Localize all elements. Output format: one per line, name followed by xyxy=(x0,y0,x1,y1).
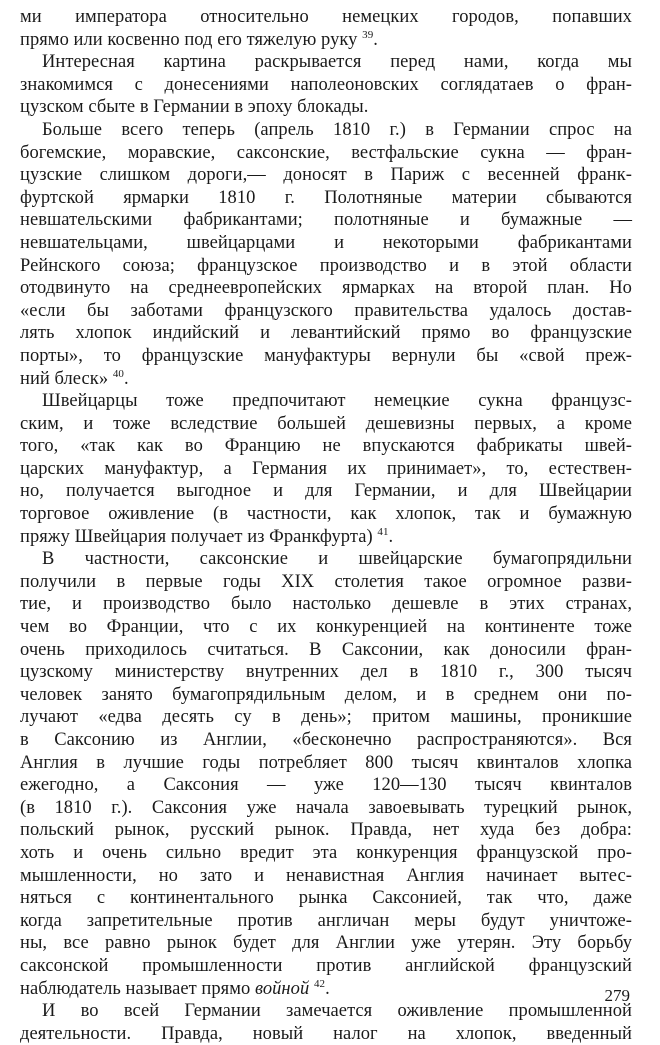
line-text: того, «так как во Францию не впускаются фабрикаты швей- xyxy=(20,436,632,457)
line-text: ны, все равно рынок будет для Англии уже утерян. Эту борьбу xyxy=(20,933,632,954)
text-line xyxy=(20,413,632,436)
line-text: саксонской промышленности против английской французский xyxy=(20,955,632,976)
footnote-marker: 42 xyxy=(313,977,326,990)
text-line xyxy=(20,142,632,165)
line-text: порты», то французские мануфактуры вернули бы «свой преж- xyxy=(20,345,632,366)
line-text: прямо или косвенно под его тяжелую руку xyxy=(20,29,358,50)
footnote-marker: 41 xyxy=(377,525,389,538)
line-text: в Саксонию из Англии, «бесконечно распространяются». Вся xyxy=(20,730,632,750)
page-text xyxy=(20,6,632,1045)
line-text: Англия в лучшие годы потребляет 800 тысяч квинталов хлопка xyxy=(20,752,632,773)
line-text: получили в первые годы XIX столетия такое огромное разви- xyxy=(20,571,632,592)
text-line xyxy=(20,119,632,142)
line-text: ний блеск» xyxy=(20,368,109,389)
text-line xyxy=(20,639,632,662)
line-text: ским, и тоже вследствие большей дешевизны первых, а кроме xyxy=(20,413,632,434)
line-text: когда запретительные против англичан меры будут уничтоже- xyxy=(20,910,632,931)
line-text: мышленности, но зато и ненавистная Англия начинает вытес- xyxy=(20,865,632,886)
text-line xyxy=(20,526,632,549)
text-line xyxy=(20,1023,632,1045)
text-line xyxy=(20,752,632,775)
text-line xyxy=(20,1000,632,1023)
text-line xyxy=(20,368,632,391)
text-line xyxy=(20,865,632,888)
text-line xyxy=(20,277,632,300)
footnote-marker: 39 xyxy=(362,28,374,41)
text-line xyxy=(20,187,632,210)
line-text: фуртской ярмарки 1810 г. Полотняные материи сбываются xyxy=(20,187,632,208)
text-line xyxy=(20,435,632,458)
line-text: но, получается выгодное и для Германии, и для Швейцарии xyxy=(20,481,632,502)
text-line xyxy=(20,774,632,797)
text-line xyxy=(20,164,632,187)
text-line xyxy=(20,661,632,684)
line-text: В частности, саксонские и швейцарские бумагопрядильни xyxy=(42,549,632,570)
line-text: польский рынок, русский рынок. Правда, нет худа без добра: xyxy=(20,820,632,841)
line-text: ежегодно, а Саксония — уже 120—130 тысяч квинталов xyxy=(20,775,632,796)
line-text: царских мануфактур, а Германия их принимает», то, естествен- xyxy=(20,458,632,479)
line-text: лучают «едва десять су в день»; притом машины, проникшие xyxy=(20,707,632,728)
line-text: цузские слишком дороги,— доносят в Париж с весенней франк- xyxy=(20,165,632,186)
text-line xyxy=(20,955,632,978)
text-line xyxy=(20,480,632,503)
text-line xyxy=(20,729,632,752)
text-line xyxy=(20,322,632,345)
text-line xyxy=(20,345,632,368)
line-tail: . xyxy=(325,978,330,999)
text-line xyxy=(20,232,632,255)
italic-word: войной xyxy=(255,978,310,999)
line-text: хоть и очень сильно вредит эта конкуренция французской про- xyxy=(20,842,632,863)
line-text: Рейнского союза; французское производство и в этой области xyxy=(20,255,632,276)
line-text: цузскому министерству внутренних дел в 1810 г., 300 тысяч xyxy=(20,662,632,683)
text-line xyxy=(20,706,632,729)
line-text: И во всей Германии замечается оживление промышленной xyxy=(42,1001,632,1022)
text-line xyxy=(20,209,632,232)
line-text: «если бы заботами французского правительства удалось достав- xyxy=(20,300,632,321)
text-line xyxy=(20,51,632,74)
text-line xyxy=(20,571,632,594)
text-line xyxy=(20,842,632,865)
page-number: 279 xyxy=(604,986,630,1005)
line-text: отодвинуто на среднеевропейских ярмарках на второй план. Но xyxy=(20,278,632,299)
line-text: Интересная картина раскрывается перед нами, когда мы xyxy=(42,52,632,73)
text-line xyxy=(20,300,632,323)
text-line xyxy=(20,548,632,571)
line-tail: . xyxy=(123,368,129,389)
line-text: невшательскими фабрикантами; полотняные и бумажные — xyxy=(20,210,632,231)
line-text: чем во Франции, что с их конкуренцией на континенте тоже xyxy=(20,617,632,638)
line-text: ми императора относительно немецких городов, попавших xyxy=(20,7,632,27)
text-line xyxy=(20,819,632,842)
text-line xyxy=(20,29,632,52)
line-text: пряжу Швейцария получает из Франкфурта) xyxy=(20,526,373,547)
text-line xyxy=(20,6,632,29)
text-line xyxy=(20,96,632,119)
text-line xyxy=(20,458,632,481)
line-text: торговое оживление (в частности, как хлопок, так и бумажную xyxy=(20,504,632,525)
text-line xyxy=(20,255,632,278)
text-line xyxy=(20,390,632,413)
line-text: цузском сбыте в Германии в эпоху блокады. xyxy=(20,97,369,118)
line-tail: . xyxy=(373,29,378,50)
text-line xyxy=(20,797,632,820)
line-text: наблюдатель называет прямо xyxy=(20,978,251,999)
line-text: знакомимся с донесениями наполеоновских соглядатаев о фран- xyxy=(20,74,632,95)
text-line xyxy=(20,593,632,616)
line-text: няться с континентального рынка Саксонией, так что, даже xyxy=(20,888,632,909)
line-text: Больше всего теперь (апрель 1810 г.) в Германии спрос на xyxy=(42,119,632,140)
text-line xyxy=(20,887,632,910)
text-line xyxy=(20,684,632,707)
line-text: богемские, моравские, саксонские, вестфальские сукна — фран- xyxy=(20,142,632,163)
text-line xyxy=(20,503,632,526)
line-text: человек занято бумагопрядильным делом, и в среднем они по- xyxy=(20,684,632,705)
line-text: очень приходилось считаться. В Саксонии, как доносили фран- xyxy=(20,639,632,660)
footnote-marker: 40 xyxy=(112,367,124,380)
text-line xyxy=(20,616,632,639)
text-line xyxy=(20,932,632,955)
text-line xyxy=(20,74,632,97)
line-text: Швейцарцы тоже предпочитают немецкие сукна французс- xyxy=(42,391,632,412)
line-text: (в 1810 г.). Саксония уже начала завоевывать турецкий рынок, xyxy=(20,797,632,818)
text-line xyxy=(20,978,632,1001)
text-line xyxy=(20,910,632,933)
line-tail: . xyxy=(388,526,394,547)
line-text: лять хлопок индийский и левантийский прямо во французские xyxy=(20,323,632,344)
line-text: невшательцами, швейцарцами и некоторыми фабрикантами xyxy=(20,232,632,253)
line-text: деятельности. Правда, новый налог на хлопок, введенный xyxy=(20,1023,632,1044)
line-text: тие, и производство было настолько дешевле в этих странах, xyxy=(20,594,632,615)
